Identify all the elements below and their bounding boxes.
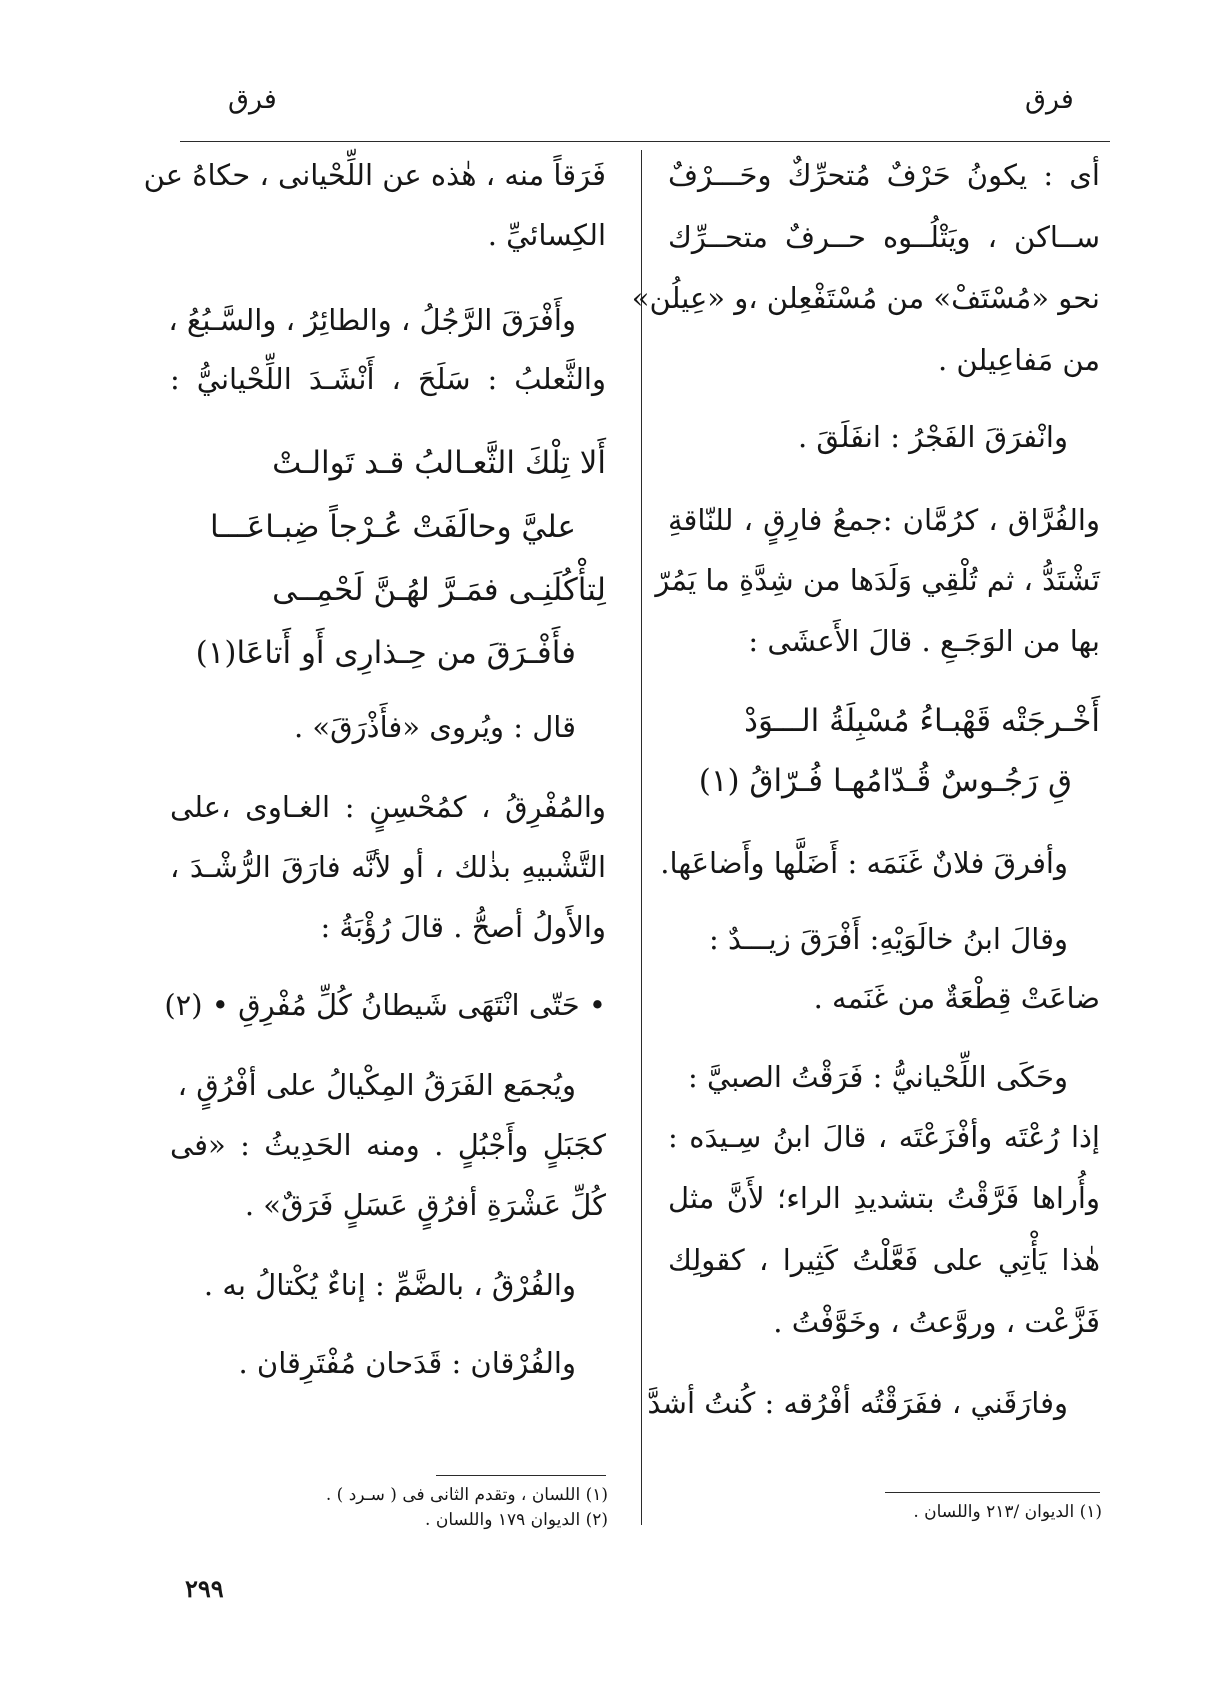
text-line: والمُفْرِقُ ، كمُحْسِنٍ : الغـاوى ،على (170, 790, 606, 824)
verse-line: عليَّ وحالَفَتْ عُـرْجاً ضِبـاعَـــا (210, 509, 576, 545)
page-number: ٢٩٩ (185, 1574, 224, 1603)
text-line: قال : ويُروى «فأَذْرَقَ» . (293, 710, 576, 744)
text-line: الكِسائيِّ . (487, 218, 606, 252)
footnote: (١) الديوان /٢١٣ واللسان . (913, 1502, 1102, 1522)
column-divider (641, 150, 642, 1525)
text-line: ضاعَتْ قِطْعَةٌ من غَنَمه . (813, 981, 1100, 1015)
text-line: والفُرَّاق ، كرُمَّان :جمعُ فارِقٍ ، للنّاقةِ (668, 503, 1100, 537)
verse-line: لِتأْكُلَنِـى فمَـرَّ لهُـنَّ لَحْمِــى (272, 572, 606, 608)
verse-line: أَلا تِلْكَ الثَّعـالبُ قـد تَوالـتْ (272, 445, 606, 481)
footnote-rule-left (436, 1475, 606, 1476)
text-line: وأفرقَ فلانٌ غَنَمَه : أَضَلَّها وأَضاعَها. (660, 846, 1068, 880)
text-line: أى : يكونُ حَرْفٌ مُتحرِّكٌ وحَـــرْفٌ (668, 158, 1100, 192)
text-line: والثَّعلبُ : سَلَحَ ، أَنْشَـدَ اللِّحْيانيُّ : (170, 362, 606, 396)
text-line: من مَفاعِيلن . (937, 343, 1100, 377)
text-line: والفُرْقان : قَدَحان مُفْتَرِقان . (238, 1346, 576, 1380)
running-head-left: فرق (228, 84, 277, 115)
verse-line: • حَتّى انْتَهَى شَيطانُ كُلِّ مُفْرِقِ • (٢) (164, 988, 606, 1022)
text-line: وفارَقَني ، ففَرَقْتُه أفْرُقه : كُنتُ أشدَّ (647, 1386, 1068, 1420)
verse-line: فأَفْـرَقَ من حِـذارِى أَو أَتاعَا(١) (195, 635, 576, 671)
text-line: وانْفرَقَ الفَجْرُ : انفَلَقَ . (797, 420, 1068, 454)
text-line: فَرَقاً منه ، هٰذه عن اللِّحْيانى ، حكاهُ عن (143, 158, 606, 192)
text-line: كجَبَلٍ وأَجْبُلٍ . ومنه الحَدِيثُ : «فى (170, 1128, 606, 1162)
text-line: وأُراها فَرَّقْتُ بتشديدِ الراء؛ لأَنَّ مثل (668, 1181, 1100, 1215)
verse-line: قِ رَجُـوسٌ قُـدّامُهـا فُـرّاقُ (١) (698, 763, 1072, 799)
footnote-rule-right (885, 1492, 1100, 1493)
text-line: والفُرْقُ ، بالضَّمِّ : إناءٌ يُكْتالُ به . (203, 1268, 576, 1302)
text-line: وقالَ ابنُ خالَوَيْهِ: أَفْرَقَ زيـــدٌ : (708, 922, 1068, 956)
text-line: هٰذا يَأْتِي على فَعَّلْتُ كَثِيرا ، كقولِك (668, 1243, 1100, 1277)
text-line: وأَفْرَقَ الرَّجُلُ ، والطائِرُ ، والسَّـبُعُ ، (168, 303, 576, 337)
text-line: إذا رُعْتَه وأفْزَعْتَه ، قالَ ابنُ سِـيدَه : (668, 1120, 1100, 1154)
text-line: والأَولُ أصحُّ . قالَ رُؤْبَةُ : (320, 910, 606, 944)
text-line: التَّشْبيهِ بذٰلك ، أو لأنَّه فارَقَ الرُّشْـدَ ، (170, 850, 606, 884)
text-line: بها من الوَجَـعِ . قالَ الأَعشَى : (748, 624, 1100, 658)
text-line: ويُجمَع الفَرَقُ المِكْيالُ على أفْرُقٍ ، (177, 1068, 576, 1102)
text-line: تَشْتَدُّ ، ثم تُلْقِي وَلَدَها من شِدَّةِ ما يَمُرّ (655, 563, 1100, 597)
running-head-right: فرق (1025, 84, 1074, 115)
header-rule (180, 141, 1110, 142)
verse-line: أَخْـرجَتْه قَهْبـاءُ مُسْبِلَةُ الـــوَدْ (744, 703, 1100, 739)
text-line: كُلِّ عَشْرَةِ أفرُقٍ عَسَلٍ فَرَقٌ» . (244, 1188, 606, 1222)
text-line: وحَكَى اللِّحْيانيُّ : فَرَقْتُ الصبيَّ : (688, 1060, 1068, 1094)
text-line: فَزَّعْت ، وروَّعتُ ، وخَوَّفْتُ . (773, 1305, 1100, 1339)
footnote: (١) اللسان ، وتقدم الثانى فى ( سـرد ) . (325, 1485, 608, 1505)
text-line: نحو «مُسْتَفْ» من مُسْتَفْعِلن ،و «عِيلُن» (631, 281, 1100, 315)
footnote: (٢) الديوان ١٧٩ واللسان . (425, 1510, 608, 1530)
text-line: ســاكن ، ويَتْلُــوه حــرفٌ متحــرِّك (668, 220, 1100, 254)
